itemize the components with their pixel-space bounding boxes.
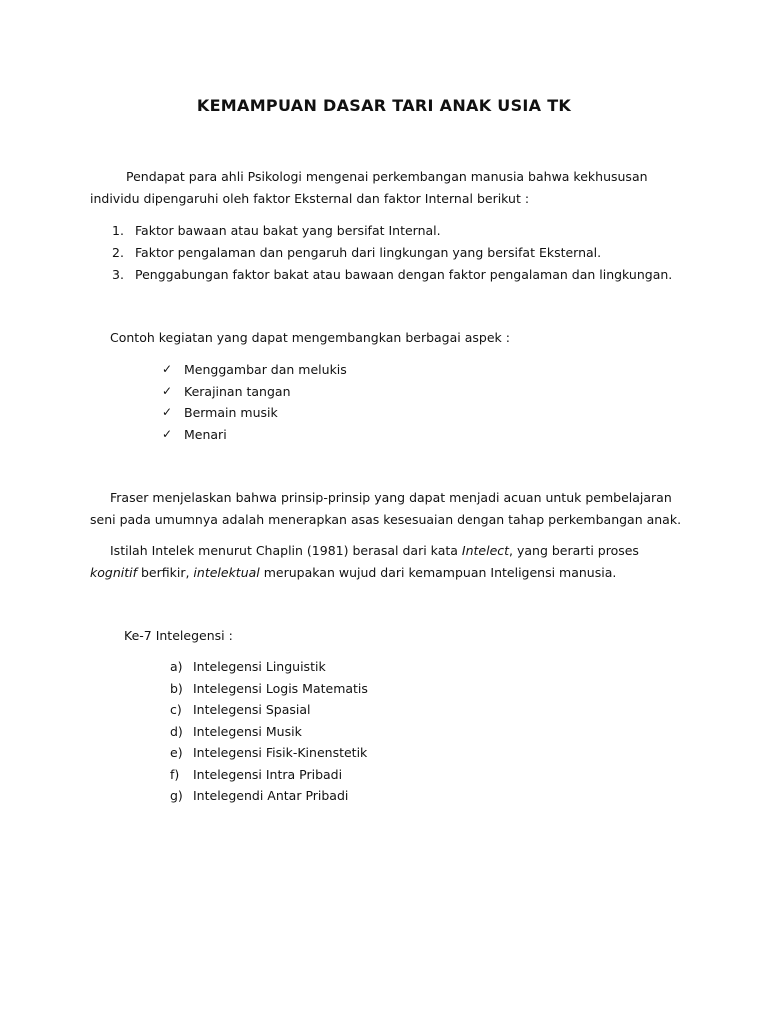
factors-list <box>112 220 712 286</box>
fraser-line-1-text: Fraser menjelaskan bahwa prinsip-prinsip yang dapat menjadi acuan untuk pembelajaran <box>110 490 672 505</box>
page-title: KEMAMPUAN DASAR TARI ANAK USIA TK <box>196 96 572 115</box>
intro-line-1-text: Pendapat para ahli Psikologi mengenai perkembangan manusia bahwa kekhususan <box>126 169 648 184</box>
chaplin-line-2 <box>90 562 690 584</box>
checkmark-icon: ✓ <box>162 383 173 398</box>
checkmark-icon: ✓ <box>162 362 173 376</box>
intro-paragraph <box>90 166 690 210</box>
list-marker: f) <box>170 766 180 782</box>
list-item <box>162 381 562 403</box>
list-marker: 1. <box>112 223 124 238</box>
list-marker: b) <box>170 680 183 696</box>
list-item-text: Faktor bawaan atau bakat yang bersifat Internal. <box>135 223 441 238</box>
list-item-text: Intelegensi Linguistik <box>193 659 326 674</box>
list-item <box>112 242 712 264</box>
list-item-text: Menari <box>184 426 227 442</box>
list-item-text: Menggambar dan melukis <box>184 362 347 377</box>
list-item <box>170 699 570 721</box>
intelligence-intro: Ke-7 Intelegensi : <box>124 628 233 643</box>
list-item <box>170 785 570 807</box>
list-marker: 2. <box>112 245 124 260</box>
list-item-text: Intelegensi Musik <box>193 723 302 739</box>
activities-intro: Contoh kegiatan yang dapat mengembangkan berbagai aspek : <box>110 330 510 345</box>
chaplin-text: berfikir, <box>137 565 194 580</box>
intro-line-2: individu dipengaruhi oleh faktor Eksternal dan faktor Internal berikut : <box>90 191 530 206</box>
chaplin-text: Istilah Intelek menurut Chaplin (1981) berasal dari kata <box>110 543 462 558</box>
fraser-paragraph <box>90 487 690 531</box>
list-item-text: Faktor pengalaman dan pengaruh dari lingkungan yang bersifat Eksternal. <box>135 245 602 260</box>
list-item <box>162 424 562 446</box>
chaplin-italic-term: kognitif <box>90 565 137 580</box>
list-marker: d) <box>170 723 183 739</box>
list-item <box>162 402 562 424</box>
list-item-text: Intelegensi Intra Pribadi <box>193 766 343 782</box>
list-marker: a) <box>170 659 183 674</box>
list-item-text: Intelegensi Fisik-Kinenstetik <box>193 745 368 760</box>
chaplin-text: , yang berarti proses <box>509 543 639 558</box>
chaplin-line-1 <box>90 540 690 562</box>
list-item <box>170 742 570 764</box>
list-item-text: Bermain musik <box>184 405 278 420</box>
list-item-text: Intelegensi Spasial <box>193 702 311 717</box>
list-item <box>162 359 562 381</box>
fraser-line-2: seni pada umumnya adalah menerapkan asas kesesuaian dengan tahap perkembangan anak. <box>90 512 682 527</box>
fraser-line-1 <box>90 487 690 509</box>
list-item <box>112 264 712 286</box>
list-item <box>170 721 570 743</box>
checkmark-icon: ✓ <box>162 426 173 441</box>
chaplin-italic-term: Intelect <box>461 543 510 558</box>
list-item-text: Kerajinan tangan <box>184 383 291 399</box>
list-marker: c) <box>170 702 182 717</box>
list-item <box>170 764 570 786</box>
list-item <box>170 678 570 700</box>
intro-line-1 <box>90 166 690 188</box>
intelligence-list <box>170 656 570 807</box>
chaplin-text: merupakan wujud dari kemampuan Inteligensi manusia. <box>259 565 617 580</box>
chaplin-paragraph <box>90 540 690 584</box>
list-item-text: Penggabungan faktor bakat atau bawaan dengan faktor pengalaman dan lingkungan. <box>135 267 673 282</box>
list-item <box>170 656 570 678</box>
list-item-text: Intelegendi Antar Pribadi <box>193 788 349 803</box>
chaplin-italic-term: intelektual <box>193 565 260 580</box>
list-marker: g) <box>170 788 183 803</box>
list-item-text: Intelegensi Logis Matematis <box>193 680 368 696</box>
list-marker: 3. <box>112 267 124 282</box>
activities-list <box>162 359 562 445</box>
list-item <box>112 220 712 242</box>
list-marker: e) <box>170 745 183 760</box>
checkmark-icon: ✓ <box>162 405 173 419</box>
